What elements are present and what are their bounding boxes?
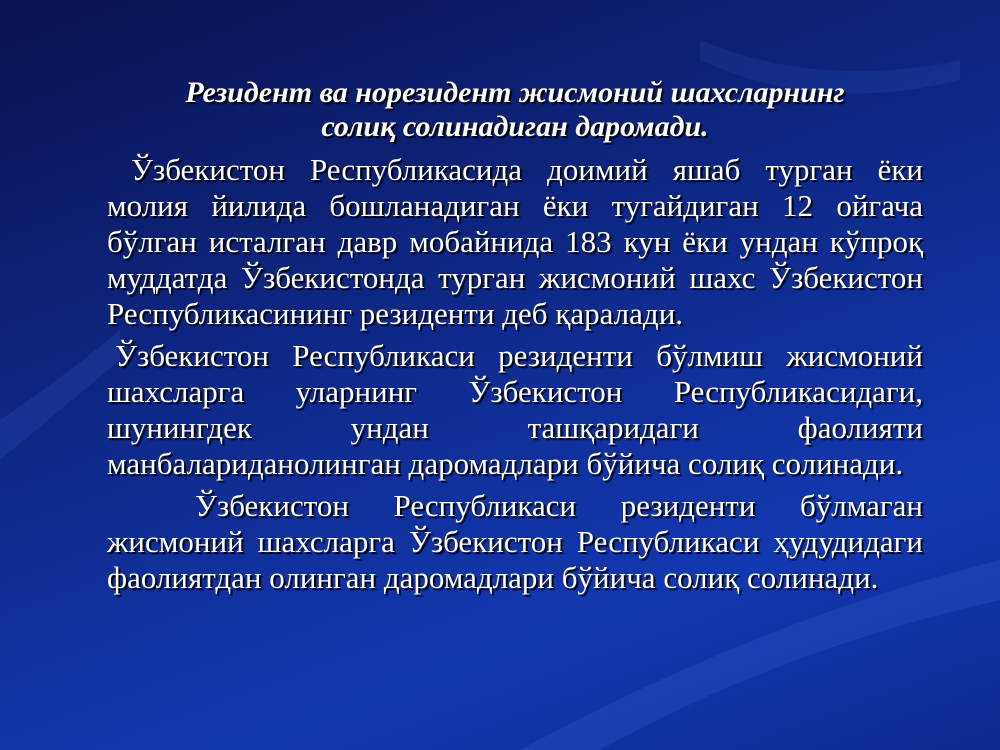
paragraph-nonresident-taxation: Ўзбекистон Республикаси резиденти бўлмаган жисмоний шахсларга Ўзбекистон Республикаси ҳудудидаги фаолиятдан олинган даромадлари бўйича солиқ солинади. — [107, 488, 923, 595]
slide-title — [107, 76, 923, 144]
slide-title-line-2: солиқ солинадиган даромади. — [321, 110, 709, 143]
paragraph-resident-taxation: Ўзбекистон Республикаси резиденти бўлмиш жисмоний шахсларга уларнинг Ўзбекистон Республикасидаги, шунингдек ундан ташқаридаги фаолияти манбалариданолинган даромадлари бўйича солиқ солинади. — [107, 338, 923, 481]
paragraph-resident-definition: Ўзбекистон Республикасида доимий яшаб турган ёки молия йилида бошланадиган ёки тугайдиган 12 ойгача бўлган исталган давр мобайнида 183 кун ёки ундан кўпроқ муддатда Ўзбекистонда турган жисмоний шахс Ўзбекистон Республикасининг резиденти деб қаралади. — [107, 152, 923, 331]
slide-title-line-1: Резидент ва норезидент жисмоний шахсларнинг — [185, 76, 845, 109]
slide-content — [107, 76, 923, 602]
